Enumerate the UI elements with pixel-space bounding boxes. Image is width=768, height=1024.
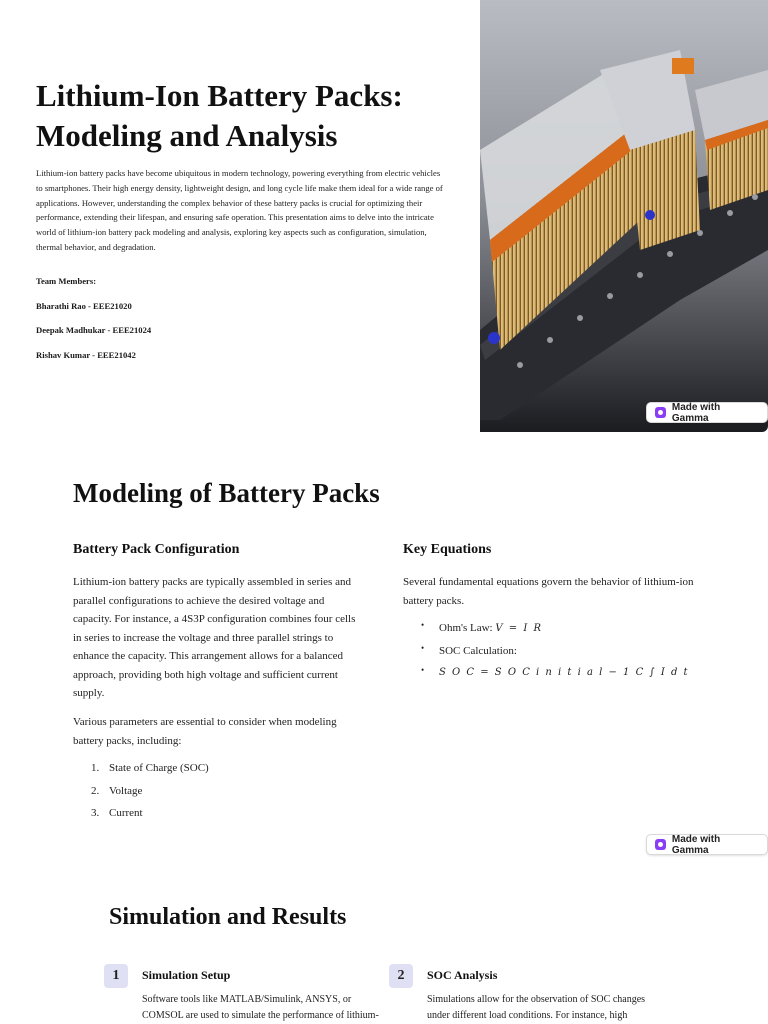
step-description xyxy=(427,992,667,1024)
equation-label: Ohm's Law: xyxy=(439,622,493,634)
list-number: 3. xyxy=(91,807,100,819)
text-line: Simulations allow for the observation of SOC changes xyxy=(427,994,646,1005)
list-number: 1. xyxy=(91,762,100,774)
text-line: Several fundamental equations govern the behavior of lithium-ion xyxy=(403,576,694,588)
step-title: SOC Analysis xyxy=(427,968,498,982)
text-line: under different load conditions. For instance, high xyxy=(427,1010,628,1021)
parameters-paragraph xyxy=(73,713,373,750)
text-line: enhance the capacity. This arrangement allows for a balanced xyxy=(73,650,343,662)
configuration-paragraph xyxy=(73,573,373,703)
list-number: 2. xyxy=(91,785,100,797)
section-heading: Key Equations xyxy=(403,542,492,557)
text-line: parallel configurations to achieve the desired voltage and xyxy=(73,594,325,607)
badge-label: Made with Gamma xyxy=(671,833,721,856)
text-line: COMSOL are used to simulate the performance of lithium- xyxy=(142,1010,379,1021)
step-number: 1 xyxy=(104,964,128,988)
equation: S O C = S O C i n i t i a l − 1 C ∫ I d t xyxy=(439,667,690,678)
text-line: battery packs. xyxy=(403,594,465,607)
list-text: State of Charge (SOC) xyxy=(109,762,209,774)
text-line: Lithium-ion battery packs are typically assembled in series and xyxy=(73,576,351,588)
title-line-1: Lithium-Ion Battery Packs: xyxy=(36,78,403,113)
team-member: Bharathi Rao - EEE21020 xyxy=(36,301,132,311)
section-heading: Battery Pack Configuration xyxy=(73,542,240,557)
list-text: Voltage xyxy=(109,785,143,797)
intro-paragraph: Lithium-ion battery packs have become ubiquitous in modern technology, powering everything from electric vehicles to smartphones. Their high energy density, lightweight design, and long cycle life make them ideal for a wide range of applications. However, understanding the complex behavior of these battery packs is crucial for optimizing their performance, extending their lifespan, and ensuring safe operation. This presentation aims to delve into the intricate world of lithium-ion battery pack modeling and analysis, exploring key aspects such as configuration, simulation, thermal behavior, and degradation. xyxy=(36,168,443,252)
bullet-icon: • xyxy=(421,665,425,675)
presentation-title xyxy=(36,76,456,156)
badge-label: Made with Gamma xyxy=(671,401,721,424)
battery-pack-image xyxy=(480,0,768,432)
list-text: Current xyxy=(109,807,143,819)
bullet-icon: • xyxy=(421,620,425,630)
step-title: Simulation Setup xyxy=(142,968,231,982)
text-line: in series to increase the voltage and three parallel strings to xyxy=(73,631,334,644)
slide-title: Simulation and Results xyxy=(109,904,347,930)
team-member: Rishav Kumar - EEE21042 xyxy=(36,350,136,360)
step-description xyxy=(142,992,382,1024)
step-number: 2 xyxy=(389,964,413,988)
made-with-gamma-badge[interactable] xyxy=(646,402,768,423)
bullet-icon: • xyxy=(421,643,425,653)
slide-title: Modeling of Battery Packs xyxy=(73,478,380,508)
gamma-logo-icon xyxy=(655,407,666,418)
text-line: supply. xyxy=(73,687,105,699)
text-line: Various parameters are essential to consider when modeling xyxy=(73,716,337,728)
team-label: Team Members: xyxy=(36,276,97,286)
made-with-gamma-badge[interactable] xyxy=(646,834,768,855)
team-member: Deepak Madhukar - EEE21024 xyxy=(36,325,152,335)
text-line: approach, providing both high voltage and sufficient current xyxy=(73,668,338,681)
title-slide xyxy=(0,0,768,432)
gamma-logo-icon xyxy=(655,839,666,850)
text-line: capacity. For instance, a 4S3P configuration combines four cells xyxy=(73,613,356,625)
bullet-text: SOC Calculation: xyxy=(439,645,517,657)
bullet-text xyxy=(439,622,543,634)
title-line-2: Modeling and Analysis xyxy=(36,118,338,153)
equation: V = I R xyxy=(495,623,543,634)
text-line: battery packs, including: xyxy=(73,734,182,747)
equations-intro xyxy=(403,573,723,610)
text-line: Software tools like MATLAB/Simulink, ANSYS, or xyxy=(142,994,352,1005)
